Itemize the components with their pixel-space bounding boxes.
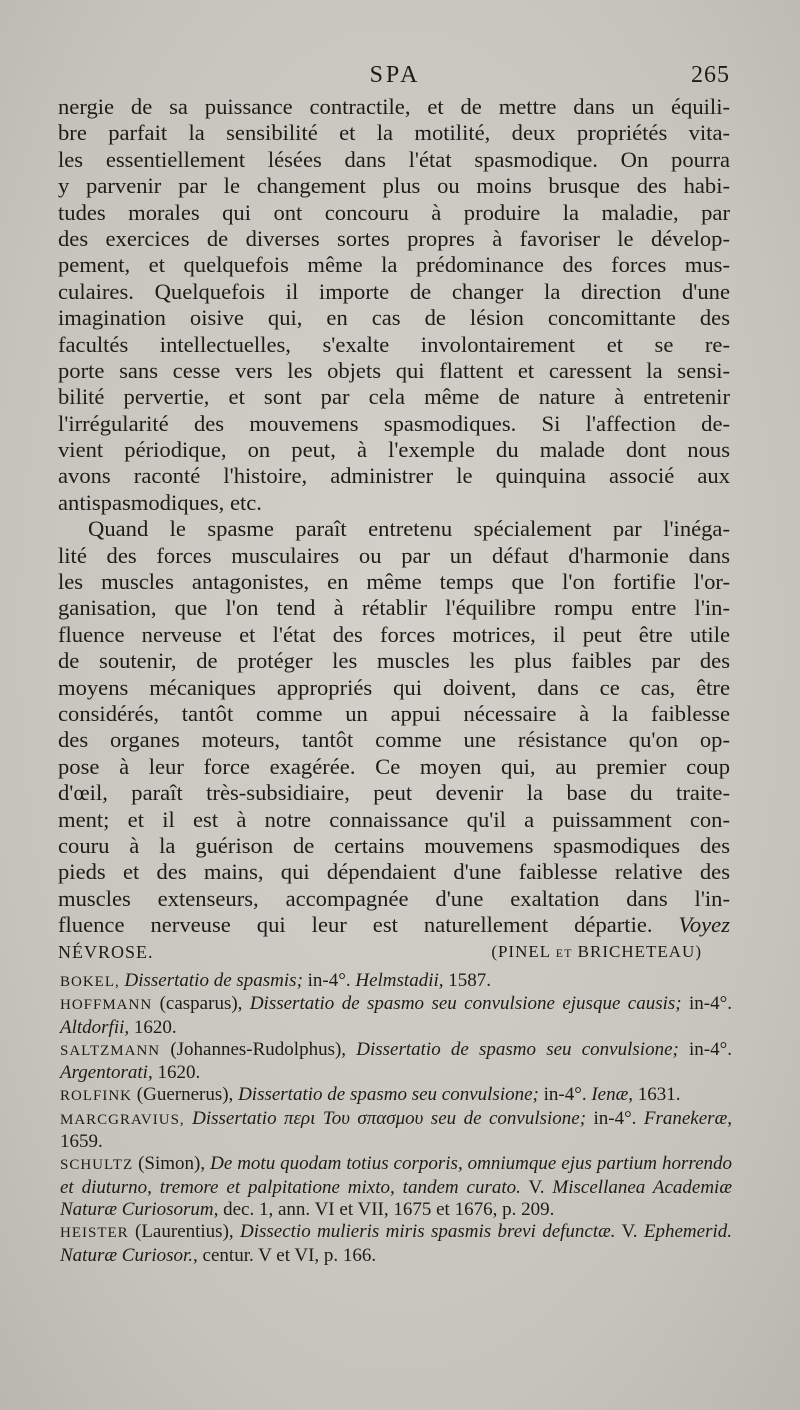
text-line-content: fluence nerveuse qui leur est naturellement départie. (58, 912, 653, 938)
body-text (58, 94, 730, 965)
text-line: imagination oisive qui, en cas de lésion concomittante des (58, 305, 730, 331)
text-line: avons raconté l'histoire, administrer le quinquina associé aux (58, 463, 730, 489)
text-line: bilité pervertie, et sont par cela même de nature à entretenir (58, 384, 730, 410)
ref-format: in-4°. (586, 1107, 644, 1129)
text-line (58, 912, 730, 938)
ref-place: Altdorfii, (60, 1016, 130, 1038)
ref-forename: (Laurentius), (128, 1221, 240, 1243)
ref-forename: (Guernerus), (132, 1084, 239, 1106)
ref-author: BOKEL, (60, 974, 120, 990)
article-authors: (PINEL et BRICHETEAU) (491, 941, 702, 961)
ref-format: in-4°. (681, 993, 732, 1015)
ref-place: Argentorati, (60, 1062, 153, 1084)
ref-place: Miscellanea Academiæ Naturæ Curiosorum, (60, 1176, 732, 1220)
text-line: des organes moteurs, tantôt comme une résistance qu'on op- (58, 727, 730, 753)
text-line: pieds et des mains, qui dépendaient d'une faiblesse relative des (58, 859, 730, 885)
text-line: pose à leur force exagérée. Ce moyen qui, au premier coup (58, 753, 730, 779)
text-line: pement, et quelquefois même la prédominance des forces mus- (58, 252, 730, 278)
text-line: l'irrégularité des mouvemens spasmodiques. Si l'affection de- (58, 410, 730, 436)
ref-author: SALTZMANN (60, 1042, 161, 1059)
ref-author: HEISTER (60, 1225, 129, 1242)
ref-forename: (Johannes-Rudolphus), (160, 1038, 357, 1060)
ref-author: HOFFMANN (60, 997, 153, 1014)
bibliography-entry (60, 1084, 732, 1107)
page-header (60, 62, 730, 92)
ref-title: Dissertatio de spasmo seu convulsione; (238, 1084, 539, 1106)
text-line: Quand le spasme paraît entretenu spécialement par l'inéga- (88, 516, 730, 542)
ref-forename: (casparus), (152, 993, 250, 1015)
ref-format: in-4°. (538, 1084, 592, 1106)
ref-title: Dissertatio περι Του σπασμου seu de convulsione; (192, 1107, 587, 1129)
ref-author: ROLFINK (60, 1088, 133, 1105)
ref-author: MARCGRAVIUS, (60, 1111, 185, 1128)
ref-title: Dissectio mulieris miris spasmis brevi defunctæ. (239, 1221, 616, 1243)
ref-author: SCHULTZ (60, 1157, 134, 1174)
text-line: les essentiellement lésées dans l'état spasmodique. On pourra (58, 146, 730, 172)
ref-format: V. (615, 1221, 644, 1243)
bibliography-entry (60, 970, 732, 993)
text-line: nergie de sa puissance contractile, et de mettre dans un équili- (58, 94, 730, 119)
ref-format: in-4°. (302, 970, 356, 991)
running-title: SPA (369, 62, 421, 88)
ref-forename: (Simon), (133, 1153, 211, 1175)
text-line: fluence nerveuse et l'état des forces motrices, il peut être utile (58, 621, 730, 647)
ref-format: V. (520, 1176, 553, 1198)
cross-reference: NÉVROSE. (58, 941, 154, 962)
ref-year: centur. V et VI, p. 166. (197, 1244, 377, 1266)
bibliography-entry (60, 1221, 732, 1267)
ref-place: Helmstadii, (355, 970, 444, 991)
bibliography-entry (60, 1039, 732, 1085)
text-line: vient périodique, on peut, à l'exemple du malade dont nous (58, 437, 730, 463)
bibliography (60, 970, 732, 1267)
ref-title: Dissertatio de spasmo seu convulsione; (356, 1038, 679, 1060)
ref-year: dec. 1, ann. VI et VII, 1675 et 1676, p. 209. (218, 1198, 555, 1220)
ref-format: in-4°. (678, 1038, 732, 1060)
text-line: considérés, tantôt comme un appui nécessaire à la faiblesse (58, 700, 730, 726)
text-line: couru à la guérison de certains mouvemens spasmodiques des (58, 832, 730, 858)
text-line: moyens mécaniques appropriés qui doivent, dans ce cas, être (58, 674, 730, 700)
bibliography-entry (60, 993, 732, 1039)
ref-title: Dissertatio de spasmo seu convulsione ejusque causis; (249, 993, 682, 1015)
text-line: culaires. Quelquefois il importe de changer la direction d'une (58, 278, 730, 304)
voyez-word: Voyez (678, 912, 730, 938)
page-number: 265 (691, 62, 730, 88)
ref-forename (185, 1108, 192, 1129)
ref-title: Dissertatio de spasmis; (124, 970, 303, 991)
text-line: porte sans cesse vers les objets qui flattent et caressent la sensi- (58, 357, 730, 383)
text-line: des exercices de diverses sortes propres à favoriser le dévelop- (58, 225, 730, 251)
ref-place: Ienæ, (591, 1084, 634, 1106)
text-line: muscles extenseurs, accompagnée d'une exaltation dans l'in- (58, 885, 730, 911)
ref-place: Ephemerid. Naturæ Curiosor., (60, 1221, 733, 1266)
text-line: y parvenir par le changement plus ou moins brusque des habi- (58, 173, 730, 199)
signature-line (58, 939, 730, 965)
text-line: tudes morales qui ont concouru à produire la maladie, par (58, 199, 730, 225)
text-line: facultés intellectuelles, s'exalte involontairement et se re- (58, 331, 730, 357)
ref-title: De motu quodam totius corporis, omniumque ejus partium horrendo et diuturno, tremore et palpitatione mixto, tandem curato. (60, 1153, 733, 1198)
text-line: ment; et il est à notre connaissance qu'il a puissamment con- (58, 806, 730, 832)
text-line: d'œil, paraît très-subsidiaire, peut devenir la base du traite- (58, 780, 730, 806)
text-line: antispasmodiques, etc. (58, 489, 262, 515)
ref-year: 1631. (633, 1084, 681, 1106)
text-line: ganisation, que l'on tend à rétablir l'équilibre rompu entre l'in- (58, 595, 730, 621)
text-line: de soutenir, de protéger les muscles les plus faibles par des (58, 648, 730, 674)
bibliography-entry (60, 1108, 732, 1154)
bibliography-entry (60, 1153, 732, 1221)
ref-year: 1659. (60, 1131, 103, 1153)
ref-year: 1620. (152, 1062, 201, 1084)
ref-year: 1620. (129, 1016, 177, 1038)
text-line: bre parfait la sensibilité et la motilité, deux propriétés vita- (58, 120, 730, 146)
text-line: lité des forces musculaires ou par un défaut d'harmonie dans (58, 542, 730, 568)
ref-place: Franekeræ, (643, 1107, 732, 1129)
text-line: les muscles antagonistes, en même temps que l'on fortifie l'or- (58, 569, 730, 595)
ref-year: 1587. (443, 970, 492, 991)
